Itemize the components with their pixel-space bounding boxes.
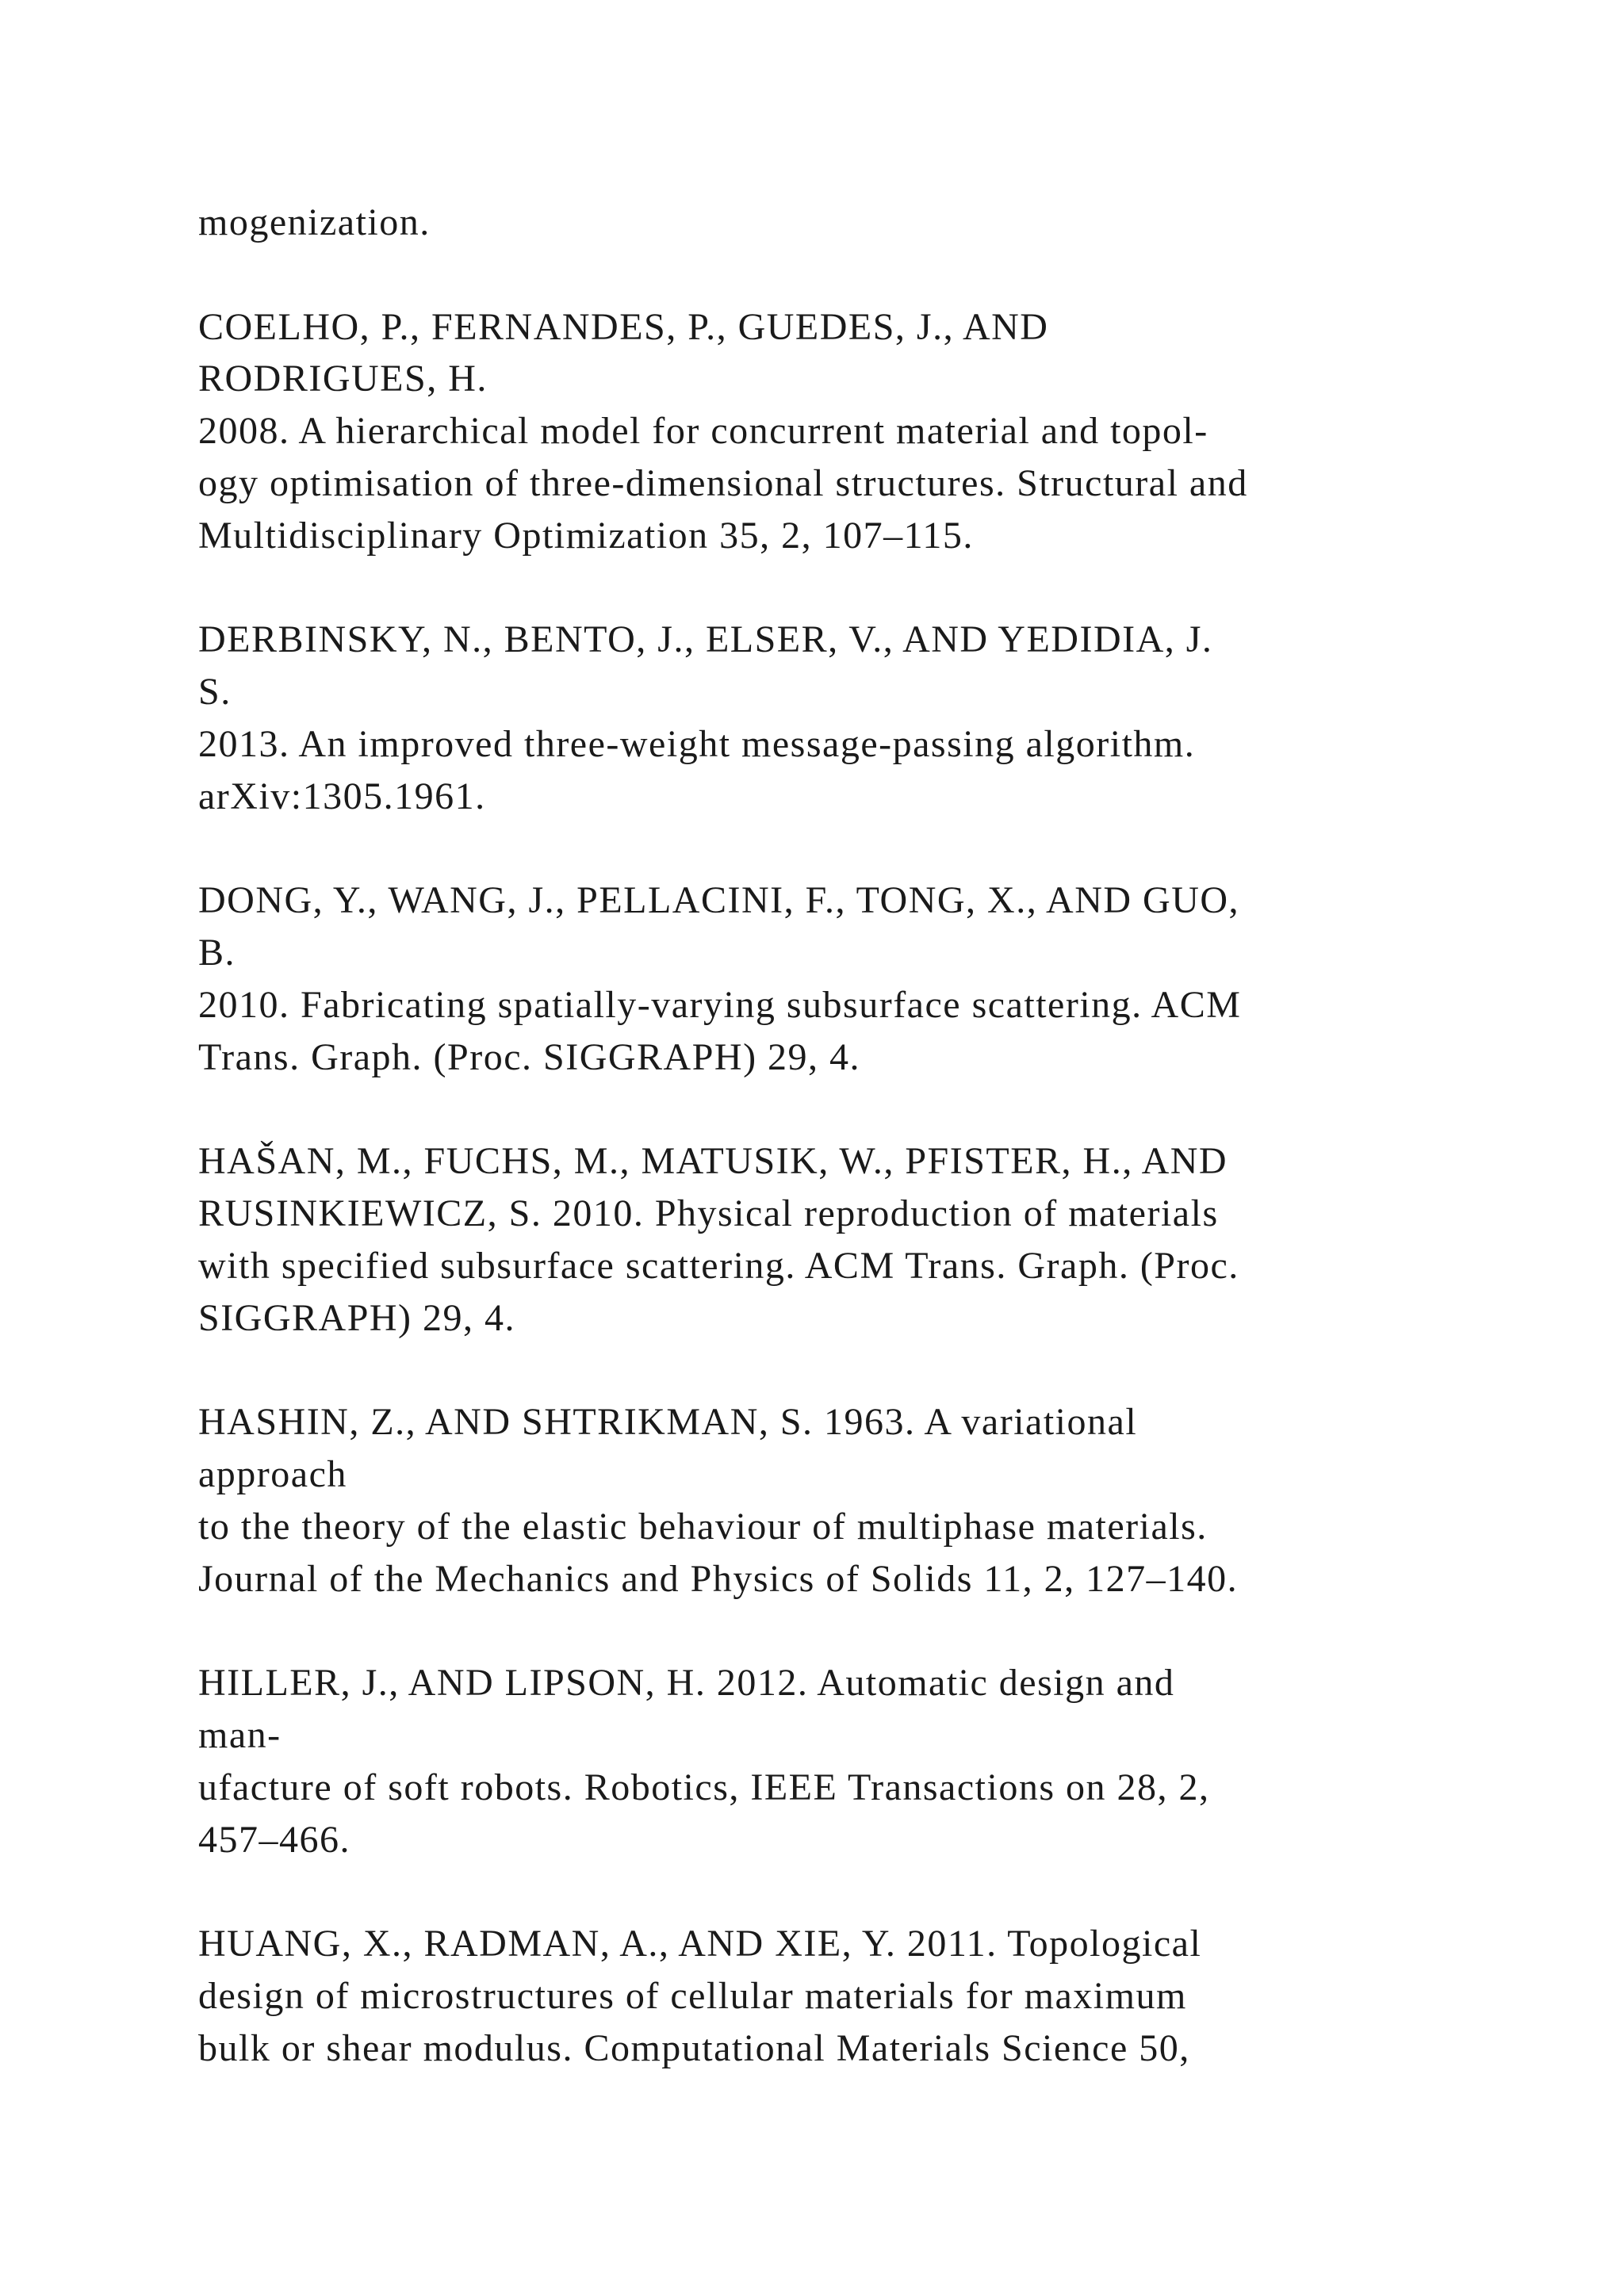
reference-line: ogy optimisation of three-dimensional structures. Structural and (198, 461, 1248, 504)
reference-line: Trans. Graph. (Proc. SIGGRAPH) 29, 4. (198, 1035, 861, 1078)
reference-line: arXiv:1305.1961. (198, 775, 486, 817)
reference-hasan (198, 1135, 1546, 1344)
paragraph-gap (198, 1605, 1546, 1658)
paragraph-gap (198, 1866, 1546, 1919)
reference-line: 2013. An improved three-weight message-passing algorithm. (198, 722, 1196, 765)
reference-line: approach (198, 1453, 347, 1496)
paragraph-gap (198, 1345, 1546, 1397)
reference-line: DERBINSKY, N., BENTO, J., ELSER, V., AND YEDIDIA, J. (198, 618, 1213, 661)
fragment-line: mogenization. (198, 201, 431, 243)
paragraph-gap (198, 562, 1546, 614)
reference-line: ufacture of soft robots. Robotics, IEEE Transactions on 28, 2, (198, 1766, 1210, 1808)
reference-line: Journal of the Mechanics and Physics of Solids 11, 2, 127–140. (198, 1557, 1239, 1600)
reference-line: RODRIGUES, H. (198, 358, 488, 400)
reference-hashin (198, 1396, 1546, 1605)
reference-line: man- (198, 1714, 282, 1757)
reference-line: 457–466. (198, 1818, 350, 1861)
reference-dong (198, 874, 1546, 1083)
reference-line: DONG, Y., WANG, J., PELLACINI, F., TONG, X., AND GUO, (198, 879, 1240, 922)
reference-list (198, 197, 1546, 2075)
reference-line: 2010. Fabricating spatially-varying subsurface scattering. ACM (198, 983, 1242, 1026)
reference-line: HUANG, X., RADMAN, A., AND XIE, Y. 2011. Topological (198, 1923, 1202, 1965)
reference-huang (198, 1918, 1546, 2074)
reference-line: Multidisciplinary Optimization 35, 2, 107–115. (198, 514, 974, 557)
reference-line: HILLER, J., AND LIPSON, H. 2012. Automatic design and (198, 1662, 1175, 1705)
reference-derbinsky (198, 614, 1546, 822)
reference-line: design of microstructures of cellular materials for maximum (198, 1975, 1187, 2018)
reference-hiller (198, 1657, 1546, 1866)
reference-line: COELHO, P., FERNANDES, P., GUEDES, J., AND (198, 305, 1049, 348)
reference-line: 2008. A hierarchical model for concurrent material and topol- (198, 410, 1208, 453)
reference-line: to the theory of the elastic behaviour of multiphase materials. (198, 1505, 1208, 1548)
paragraph-gap (198, 249, 1546, 301)
reference-line: SIGGRAPH) 29, 4. (198, 1296, 516, 1339)
reference-line: RUSINKIEWICZ, S. 2010. Physical reproduction of materials (198, 1192, 1219, 1235)
reference-line: bulk or shear modulus. Computational Materials Science 50, (198, 2026, 1190, 2069)
reference-line: S. (198, 671, 232, 714)
reference-line: HASHIN, Z., AND SHTRIKMAN, S. 1963. A variational (198, 1401, 1138, 1444)
reference-line: B. (198, 932, 236, 974)
paragraph-gap (198, 823, 1546, 875)
reference-coelho (198, 301, 1546, 562)
paragraph-gap (198, 1084, 1546, 1136)
reference-line: HAŠAN, M., FUCHS, M., MATUSIK, W., PFISTER, H., AND (198, 1140, 1228, 1183)
reference-line: with specified subsurface scattering. ACM Trans. Graph. (Proc. (198, 1244, 1239, 1287)
